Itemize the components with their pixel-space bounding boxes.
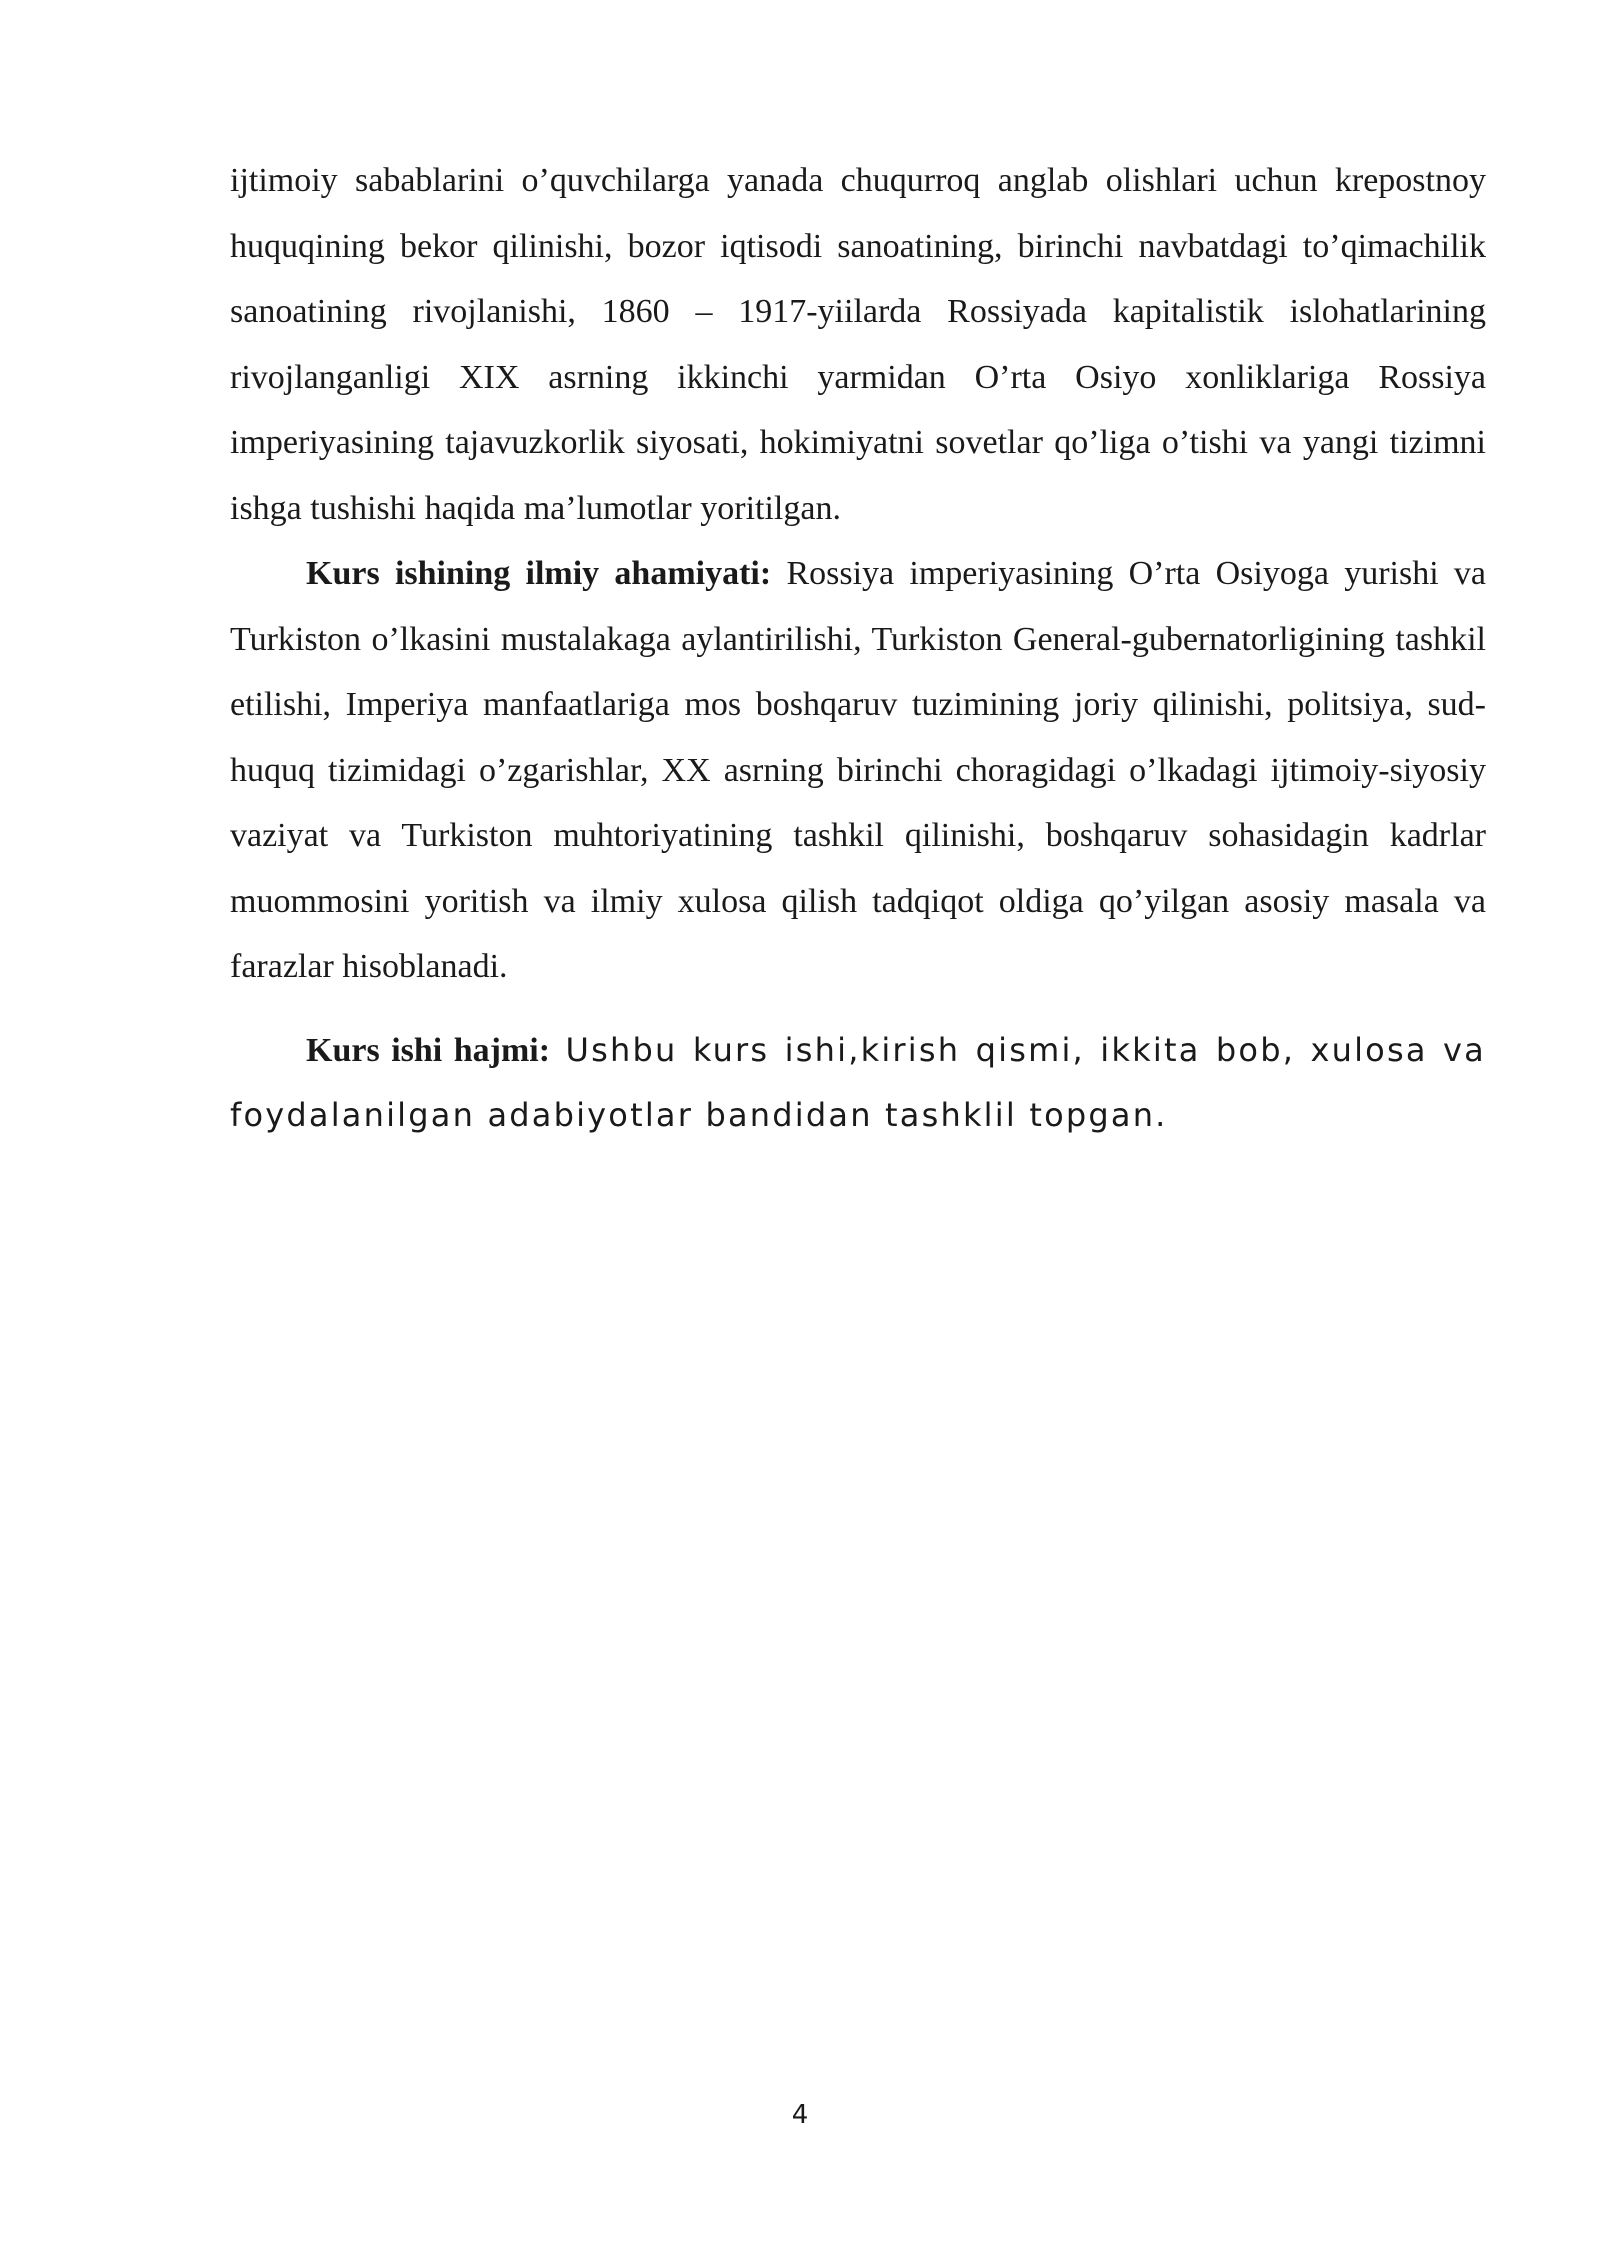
paragraph-context xyxy=(230,148,1486,541)
paragraph-work-volume xyxy=(230,1018,1486,1149)
scientific-significance-text: Rossiya imperiyasining O’rta Osiyoga yurishi va Turkiston o’lkasini mustalakaga aylantirilishi, Turkiston General-gubernatorligining tashkil etilishi, Imperiya manfaatlariga mos boshqaruv tuzimining joriy qilinishi, politsiya, sud-huquq tizimidagi o’zgarishlar, XX asrning birinchi choragidagi o’lkadagi ijtimoiy-siyosiy vaziyat va Turkiston muhtoriyatining tashkil qilinishi, boshqaruv sohasidagin kadrlar muommosini yoritish va ilmiy xulosa qilish tadqiqot oldiga qo’yilgan asosiy masala va farazlar hisoblanadi. xyxy=(230,555,1486,985)
work-volume-heading: Kurs ishi hajmi: xyxy=(306,1031,551,1069)
work-volume-text: Ushbu kurs ishi,kirish qismi, ikkita bob, xulosa va foydalanilgan adabiyotlar bandidan tashklil topgan. xyxy=(230,1030,1486,1134)
scientific-significance-heading: Kurs ishining ilmiy ahamiyati: xyxy=(306,555,772,592)
paragraph-scientific-significance xyxy=(230,541,1486,1000)
paragraph-context-text: ijtimoiy sabablarini o’quvchilarga yanada chuqurroq anglab olishlari uchun krepostnoy huquqining bekor qilinishi, bozor iqtisodi sanoatining, birinchi navbatdagi to’qimachilik sanoatining rivojlanishi, 1860 – 1917-yiilarda Rossiyada kapitalistik islohatlarining rivojlanganligi XIX asrning ikkinchi yarmidan O’rta Osiyo xonliklariga Rossiya imperiyasining tajavuzkorlik siyosati, hokimiyatni sovetlar qo’liga o’tishi va yangi tizimni ishga tushishi haqida ma’lumotlar yoritilgan. xyxy=(230,162,1486,527)
page-number: 4 xyxy=(791,2100,809,2130)
body-text xyxy=(230,148,1486,1149)
